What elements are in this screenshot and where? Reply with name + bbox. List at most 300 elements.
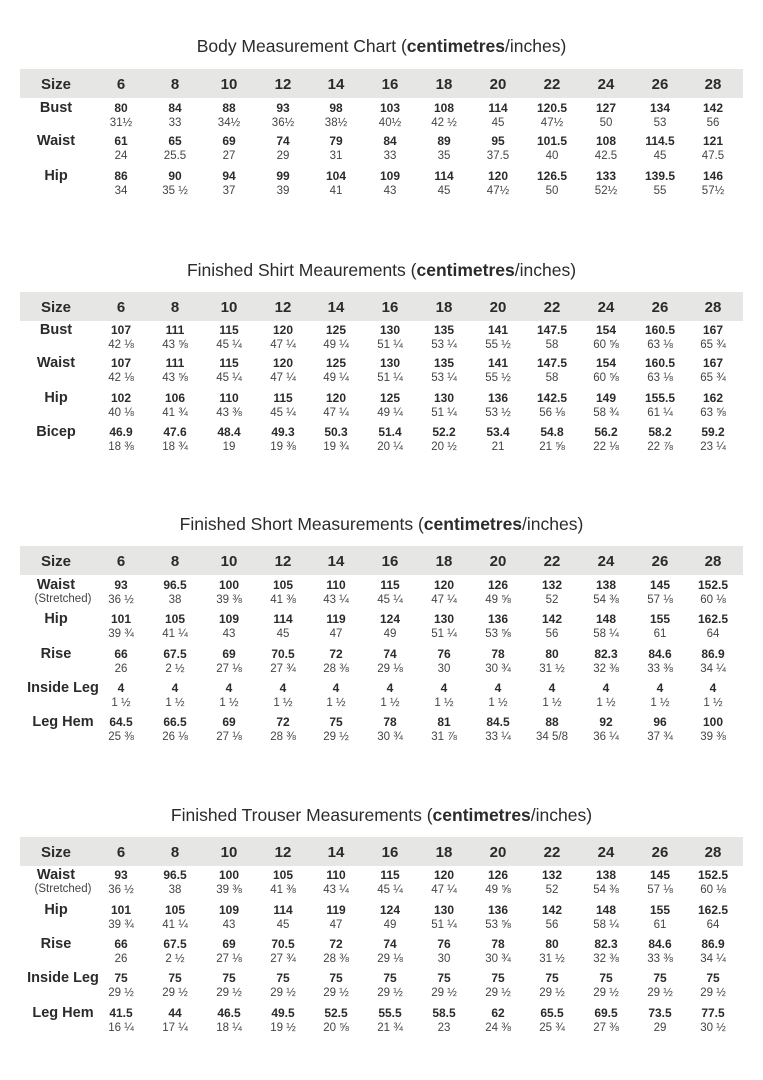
cm-value: 4 (656, 681, 664, 695)
cm-value: 99 (276, 169, 290, 183)
cm-value: 134 (649, 101, 671, 115)
table-title (20, 36, 743, 57)
unit-secondary: /inches (514, 260, 571, 280)
cm-value: 64.5 (109, 715, 133, 729)
cm-value: 75 (383, 971, 397, 985)
cm-value: 125 (325, 323, 347, 337)
inch-value: 47 ¼ (270, 339, 296, 351)
cm-value: 58.5 (432, 1006, 456, 1020)
cm-value: 130 (379, 323, 401, 337)
cm-value: 154 (595, 356, 617, 370)
cm-value: 56.2 (594, 425, 618, 439)
cm-value: 126 (487, 578, 509, 592)
inch-value: 54 ⅜ (593, 884, 619, 896)
cm-value: 115 (219, 323, 239, 337)
size-header-14: 14 (327, 299, 345, 316)
cm-value: 93 (114, 868, 128, 882)
inch-value: 61 ¼ (647, 407, 673, 419)
cm-value: 132 (541, 578, 563, 592)
inch-value: 43 (222, 919, 236, 931)
cm-value: 109 (218, 903, 240, 917)
inch-value: 1 ½ (111, 697, 131, 709)
inch-value: 29 (653, 1022, 667, 1034)
cm-value: 127 (595, 101, 617, 115)
size-header-24: 24 (597, 553, 615, 570)
inch-value: 1 ½ (488, 697, 508, 709)
inch-value: 42 ⅛ (108, 339, 134, 351)
cm-value: 160.5 (644, 356, 676, 370)
size-header-10: 10 (220, 844, 238, 861)
size-column-header: Size (40, 553, 71, 570)
inch-value: 33 ¼ (485, 731, 511, 743)
cm-value: 88 (545, 715, 559, 729)
cm-value: 141 (487, 356, 509, 370)
cm-value: 75 (276, 971, 290, 985)
cm-value: 46.9 (109, 425, 133, 439)
cm-value: 73.5 (648, 1006, 672, 1020)
cm-value: 66 (114, 937, 128, 951)
cm-value: 110 (326, 868, 346, 882)
cm-value: 75 (653, 971, 667, 985)
inch-value: 1 ½ (650, 697, 670, 709)
cm-value: 4 (602, 681, 610, 695)
inch-value: 1 ½ (434, 697, 454, 709)
table-title (20, 805, 743, 826)
cm-value: 167 (702, 356, 724, 370)
inch-value: 47 ¼ (431, 594, 457, 606)
cm-value: 141 (487, 323, 509, 337)
cm-value: 47.6 (163, 425, 187, 439)
inch-value: 47 ¼ (431, 884, 457, 896)
inch-value: 34 5/8 (536, 731, 568, 743)
cm-value: 102 (110, 391, 132, 405)
row-label: Leg Hem (32, 1005, 94, 1021)
inch-value: 1 ½ (542, 697, 562, 709)
inch-value: 41 ¼ (162, 628, 188, 640)
cm-value: 142 (541, 612, 563, 626)
size-header-6: 6 (116, 76, 126, 93)
inch-value: 54 ⅜ (593, 594, 619, 606)
inch-value: 58 (545, 339, 559, 351)
cm-value: 61 (114, 134, 128, 148)
cm-value: 133 (595, 169, 617, 183)
size-header-20: 20 (489, 299, 507, 316)
cm-value: 93 (276, 101, 290, 115)
cm-value: 110 (326, 578, 346, 592)
cm-value: 94 (222, 169, 236, 183)
cm-value: 80 (545, 937, 559, 951)
inch-value: 56 (545, 628, 559, 640)
cm-value: 84 (383, 134, 397, 148)
inch-value: 26 ⅛ (162, 731, 188, 743)
cm-value: 74 (383, 647, 397, 661)
cm-value: 88 (222, 101, 236, 115)
cm-value: 52.5 (324, 1006, 348, 1020)
size-header-24: 24 (597, 299, 615, 316)
inch-value: 38 (168, 594, 182, 606)
inch-value: 23 ¼ (700, 441, 726, 453)
unit-secondary: /inches (530, 805, 587, 825)
cm-value: 76 (437, 937, 451, 951)
cm-value: 79 (329, 134, 343, 148)
inch-value: 34 ¼ (700, 663, 726, 675)
size-header-16: 16 (381, 844, 399, 861)
cm-value: 120 (272, 356, 294, 370)
paren-close: ) (586, 805, 593, 825)
cm-value: 115 (380, 868, 400, 882)
cm-value: 138 (595, 868, 617, 882)
inch-value: 25 ¾ (539, 1022, 565, 1034)
inch-value: 45 ¼ (270, 407, 296, 419)
cm-value: 96.5 (163, 868, 187, 882)
size-header-14: 14 (327, 76, 345, 93)
inch-value: 51 ¼ (431, 919, 457, 931)
cm-value: 130 (433, 391, 455, 405)
inch-value: 26 (114, 663, 128, 675)
cm-value: 142 (702, 101, 724, 115)
cm-value: 148 (595, 612, 617, 626)
inch-value: 49 ⅝ (485, 884, 511, 896)
cm-value: 86.9 (701, 937, 725, 951)
cm-value: 65 (168, 134, 182, 148)
inch-value: 34 (114, 185, 128, 197)
size-column-header: Size (40, 844, 71, 861)
inch-value: 61 (653, 919, 667, 931)
inch-value: 53 ½ (485, 407, 511, 419)
inch-value: 29 ½ (108, 987, 134, 999)
inch-value: 19 (222, 441, 236, 453)
inch-value: 45 (491, 117, 505, 129)
cm-value: 100 (218, 868, 240, 882)
size-header-8: 8 (170, 844, 180, 861)
size-header-6: 6 (116, 844, 126, 861)
cm-value: 126.5 (536, 169, 568, 183)
cm-value: 70.5 (271, 647, 295, 661)
cm-value: 69 (222, 647, 236, 661)
inch-value: 35 (437, 150, 451, 162)
inch-value: 20 ⅝ (323, 1022, 349, 1034)
cm-value: 106 (164, 391, 186, 405)
cm-value: 96 (653, 715, 667, 729)
inch-value: 30 (437, 953, 451, 965)
cm-value: 124 (379, 612, 401, 626)
inch-value: 1 ½ (273, 697, 293, 709)
inch-value: 49 ¼ (323, 339, 349, 351)
cm-value: 101 (110, 612, 132, 626)
cm-value: 108 (433, 101, 455, 115)
inch-value: 29 ½ (377, 987, 403, 999)
cm-value: 4 (171, 681, 179, 695)
cm-value: 103 (379, 101, 401, 115)
cm-value: 120 (487, 169, 509, 183)
cm-value: 162.5 (697, 612, 729, 626)
inch-value: 45 ¼ (216, 372, 242, 384)
cm-value: 105 (272, 868, 294, 882)
inch-value: 41 ¾ (162, 407, 188, 419)
size-header-8: 8 (170, 299, 180, 316)
cm-value: 111 (165, 323, 185, 337)
cm-value: 55.5 (378, 1006, 402, 1020)
inch-value: 39 ⅜ (216, 884, 242, 896)
cm-value: 115 (380, 578, 400, 592)
cm-value: 120 (433, 868, 455, 882)
unit-primary: centimetres (432, 805, 531, 825)
inch-value: 47 ¼ (323, 407, 349, 419)
inch-value: 65 ¾ (700, 372, 726, 384)
row-label: Waist (36, 133, 76, 149)
inch-value: 29 ½ (593, 987, 619, 999)
cm-value: 69.5 (594, 1006, 618, 1020)
cm-value: 130 (379, 356, 401, 370)
cm-value: 75 (114, 971, 128, 985)
inch-value: 21 ¾ (377, 1022, 403, 1034)
inch-value: 64 (706, 628, 720, 640)
cm-value: 89 (437, 134, 451, 148)
cm-value: 119 (326, 612, 346, 626)
inch-value: 29 (276, 150, 290, 162)
inch-value: 19 ¾ (323, 441, 349, 453)
cm-value: 84.6 (648, 937, 672, 951)
inch-value: 58 (545, 372, 559, 384)
cm-value: 119 (326, 903, 346, 917)
cm-value: 95 (491, 134, 505, 148)
inch-value: 27 ⅛ (216, 731, 242, 743)
inch-value: 60 ⅝ (593, 339, 619, 351)
cm-value: 162.5 (697, 903, 729, 917)
inch-value: 29 ½ (323, 987, 349, 999)
cm-value: 72 (329, 937, 343, 951)
cm-value: 105 (164, 612, 186, 626)
table-header-row (20, 837, 743, 866)
inch-value: 27 ¾ (270, 953, 296, 965)
inch-value: 58 ¼ (593, 919, 619, 931)
row-label: Bicep (36, 424, 76, 440)
cm-value: 66.5 (163, 715, 187, 729)
cm-value: 4 (279, 681, 287, 695)
cm-value: 4 (386, 681, 394, 695)
inch-value: 30 (437, 663, 451, 675)
inch-value: 51 ¼ (431, 407, 457, 419)
size-header-10: 10 (220, 553, 238, 570)
cm-value: 101.5 (536, 134, 568, 148)
inch-value: 38 (168, 884, 182, 896)
cm-value: 148 (595, 903, 617, 917)
inch-value: 31 ½ (539, 953, 565, 965)
inch-value: 29 ½ (647, 987, 673, 999)
cm-value: 67.5 (163, 937, 187, 951)
inch-value: 65 ¾ (700, 339, 726, 351)
inch-value: 1 ½ (326, 697, 346, 709)
cm-value: 70.5 (271, 937, 295, 951)
inch-value: 33 ⅜ (647, 953, 673, 965)
cm-value: 53.4 (486, 425, 510, 439)
inch-value: 56 ⅛ (539, 407, 565, 419)
cm-value: 152.5 (697, 578, 729, 592)
inch-value: 45 (437, 185, 451, 197)
cm-value: 92 (599, 715, 613, 729)
inch-value: 45 (276, 919, 290, 931)
cm-value: 46.5 (217, 1006, 241, 1020)
table-title-text: Finished Short Measurements (179, 514, 418, 534)
cm-value: 96.5 (163, 578, 187, 592)
size-header-12: 12 (274, 76, 292, 93)
cm-value: 125 (379, 391, 401, 405)
inch-value: 26 (114, 953, 128, 965)
inch-value: 27 ¾ (270, 663, 296, 675)
inch-value: 57 ⅛ (647, 594, 673, 606)
inch-value: 56 (706, 117, 720, 129)
cm-value: 78 (383, 715, 397, 729)
inch-value: 29 ½ (485, 987, 511, 999)
row-label: Hip (44, 390, 68, 406)
cm-value: 4 (440, 681, 448, 695)
inch-value: 23 (437, 1022, 451, 1034)
inch-value: 2 ½ (165, 953, 185, 965)
inch-value: 39 ¾ (108, 628, 134, 640)
cm-value: 105 (164, 903, 186, 917)
cm-value: 67.5 (163, 647, 187, 661)
inch-value: 32 ⅜ (593, 953, 619, 965)
inch-value: 60 ⅛ (700, 884, 726, 896)
inch-value: 57 ⅛ (647, 884, 673, 896)
inch-value: 18 ¼ (216, 1022, 242, 1034)
row-label: Hip (44, 902, 68, 918)
cm-value: 86.9 (701, 647, 725, 661)
inch-value: 33 (168, 117, 182, 129)
cm-value: 138 (595, 578, 617, 592)
cm-value: 109 (379, 169, 401, 183)
inch-value: 16 ¼ (108, 1022, 134, 1034)
size-header-6: 6 (116, 553, 126, 570)
inch-value: 36½ (271, 117, 295, 129)
inch-value: 29 ⅛ (377, 953, 403, 965)
cm-value: 132 (541, 868, 563, 882)
inch-value: 52½ (594, 185, 618, 197)
inch-value: 49 ⅝ (485, 594, 511, 606)
inch-value: 1 ½ (596, 697, 616, 709)
cm-value: 75 (168, 971, 182, 985)
cm-value: 75 (706, 971, 720, 985)
inch-value: 22 ⅛ (593, 441, 619, 453)
table-title (20, 260, 743, 281)
cm-value: 147.5 (536, 356, 568, 370)
size-header-16: 16 (381, 553, 399, 570)
size-header-20: 20 (489, 553, 507, 570)
inch-value: 49 ¼ (377, 407, 403, 419)
inch-value: 55 ½ (485, 372, 511, 384)
inch-value: 28 ⅜ (270, 731, 296, 743)
inch-value: 35 ½ (162, 185, 188, 197)
row-label: Bust (39, 100, 73, 116)
cm-value: 4 (117, 681, 125, 695)
row-label: Hip (44, 168, 68, 184)
inch-value: 42 ⅛ (108, 372, 134, 384)
inch-value: 33 ⅜ (647, 663, 673, 675)
inch-value: 45 (653, 150, 667, 162)
paren-open: ( (426, 805, 433, 825)
cm-value: 80 (114, 101, 128, 115)
cm-value: 76 (437, 647, 451, 661)
inch-value: 52 (545, 884, 559, 896)
inch-value: 50 (545, 185, 559, 197)
inch-value: 58 ¾ (593, 407, 619, 419)
cm-value: 41.5 (109, 1006, 133, 1020)
cm-value: 4 (494, 681, 502, 695)
inch-value: 47 (329, 919, 343, 931)
inch-value: 60 ⅝ (593, 372, 619, 384)
cm-value: 59.2 (701, 425, 725, 439)
cm-value: 81 (437, 715, 451, 729)
cm-value: 44 (168, 1006, 182, 1020)
inch-value: 52 (545, 594, 559, 606)
inch-value: 1 ½ (165, 697, 185, 709)
inch-value: 29 ½ (431, 987, 457, 999)
cm-value: 160.5 (644, 323, 676, 337)
inch-value: 30 ¾ (485, 663, 511, 675)
cm-value: 120 (433, 578, 455, 592)
unit-secondary: /inches (522, 514, 578, 534)
cm-value: 65.5 (540, 1006, 564, 1020)
cm-value: 120 (272, 323, 294, 337)
inch-value: 45 ¼ (377, 884, 403, 896)
row-label: Waist (36, 355, 76, 371)
cm-value: 108 (595, 134, 617, 148)
cm-value: 105 (272, 578, 294, 592)
inch-value: 1 ½ (703, 697, 723, 709)
paren-open: ( (417, 514, 424, 534)
size-header-26: 26 (651, 76, 669, 93)
inch-value: 53 ⅝ (485, 919, 511, 931)
cm-value: 77.5 (701, 1006, 725, 1020)
cm-value: 49.5 (271, 1006, 295, 1020)
size-header-26: 26 (651, 844, 669, 861)
inch-value: 41 ⅜ (270, 594, 296, 606)
inch-value: 64 (706, 919, 720, 931)
inch-value: 27 (222, 150, 236, 162)
size-header-18: 18 (435, 299, 453, 316)
cm-value: 135 (433, 323, 455, 337)
size-header-22: 22 (543, 76, 561, 93)
inch-value: 36 ¼ (593, 731, 619, 743)
inch-value: 60 ⅛ (700, 594, 726, 606)
inch-value: 43 ¼ (323, 884, 349, 896)
inch-value: 29 ½ (700, 987, 726, 999)
inch-value: 40 ⅛ (108, 407, 134, 419)
inch-value: 31 (329, 150, 343, 162)
inch-value: 51 ¼ (377, 372, 403, 384)
inch-value: 56 (545, 919, 559, 931)
size-header-8: 8 (170, 76, 180, 93)
cm-value: 114 (434, 169, 454, 183)
inch-value: 24 (114, 150, 128, 162)
inch-value: 31 ½ (539, 663, 565, 675)
size-header-10: 10 (220, 76, 238, 93)
cm-value: 114.5 (645, 134, 675, 148)
cm-value: 107 (110, 356, 132, 370)
inch-value: 34½ (217, 117, 241, 129)
row-sublabel: (Stretched) (34, 593, 92, 605)
inch-value: 43 ⅜ (216, 407, 242, 419)
inch-value: 32 ⅜ (593, 663, 619, 675)
row-label: Rise (40, 936, 72, 952)
cm-value: 58.2 (648, 425, 672, 439)
inch-value: 18 ¾ (162, 441, 188, 453)
unit-primary: centimetres (416, 260, 515, 280)
inch-value: 1 ½ (219, 697, 239, 709)
inch-value: 25 ⅜ (108, 731, 134, 743)
inch-value: 36 ½ (108, 594, 134, 606)
inch-value: 19 ½ (270, 1022, 296, 1034)
